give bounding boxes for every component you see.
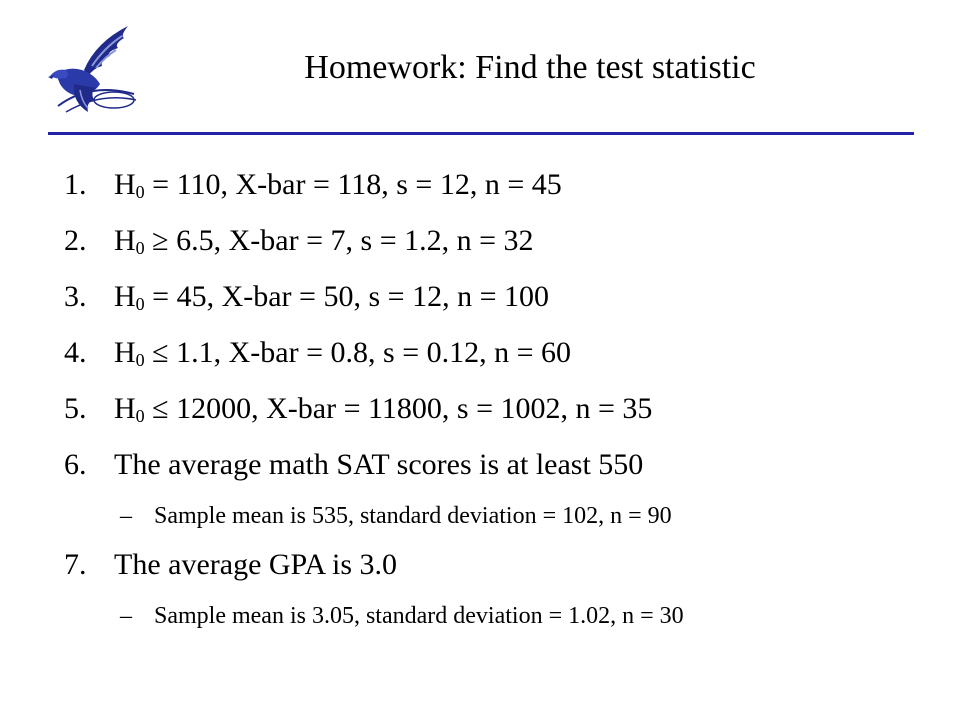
- item-number: 4.: [64, 336, 87, 369]
- list-item: [64, 328, 924, 384]
- item-number: 1.: [64, 168, 87, 201]
- item-number: 3.: [64, 280, 87, 313]
- title-divider: [48, 132, 914, 135]
- list-item: [64, 272, 924, 328]
- slide-title: Homework: Find the test statistic: [304, 49, 756, 86]
- item-text: $H_0 = 45$, X-bar = 50, s = 12, n = 100: [114, 280, 549, 314]
- item-text: $H_0 \le 1.1$, X-bar = 0.8, s = 0.12, n = 60: [114, 336, 572, 370]
- subitem-text: Sample mean is 3.05, standard deviation = 1.02, n = 30: [154, 603, 684, 629]
- item-number: 7.: [64, 548, 87, 581]
- item-number: 5.: [64, 392, 87, 425]
- homework-list: [64, 160, 924, 640]
- item-text: The average math SAT scores is at least 550: [114, 448, 644, 481]
- item-text: $H_0 \le 12000$, X-bar = 11800, s = 1002, n = 35: [114, 392, 653, 426]
- item-number: 2.: [64, 224, 87, 257]
- list-item: [64, 540, 924, 596]
- list-subitem: [64, 496, 924, 540]
- item-text: $H_0 \ge 6.5$, X-bar = 7, s = 1.2, n = 32: [114, 224, 534, 258]
- list-item: [64, 216, 924, 272]
- list-item: [64, 440, 924, 496]
- list-subitem: [64, 596, 924, 640]
- item-text: The average GPA is 3.0: [114, 548, 398, 581]
- subitem-dash: –: [120, 503, 132, 529]
- eagle-icon: [44, 22, 140, 118]
- list-item: [64, 384, 924, 440]
- item-text: $H_0 = 110$, X-bar = 118, s = 12, n = 45: [114, 168, 562, 202]
- list-item: [64, 160, 924, 216]
- item-number: 6.: [64, 448, 87, 481]
- subitem-text: Sample mean is 535, standard deviation = 102, n = 90: [154, 503, 672, 529]
- subitem-dash: –: [120, 603, 132, 629]
